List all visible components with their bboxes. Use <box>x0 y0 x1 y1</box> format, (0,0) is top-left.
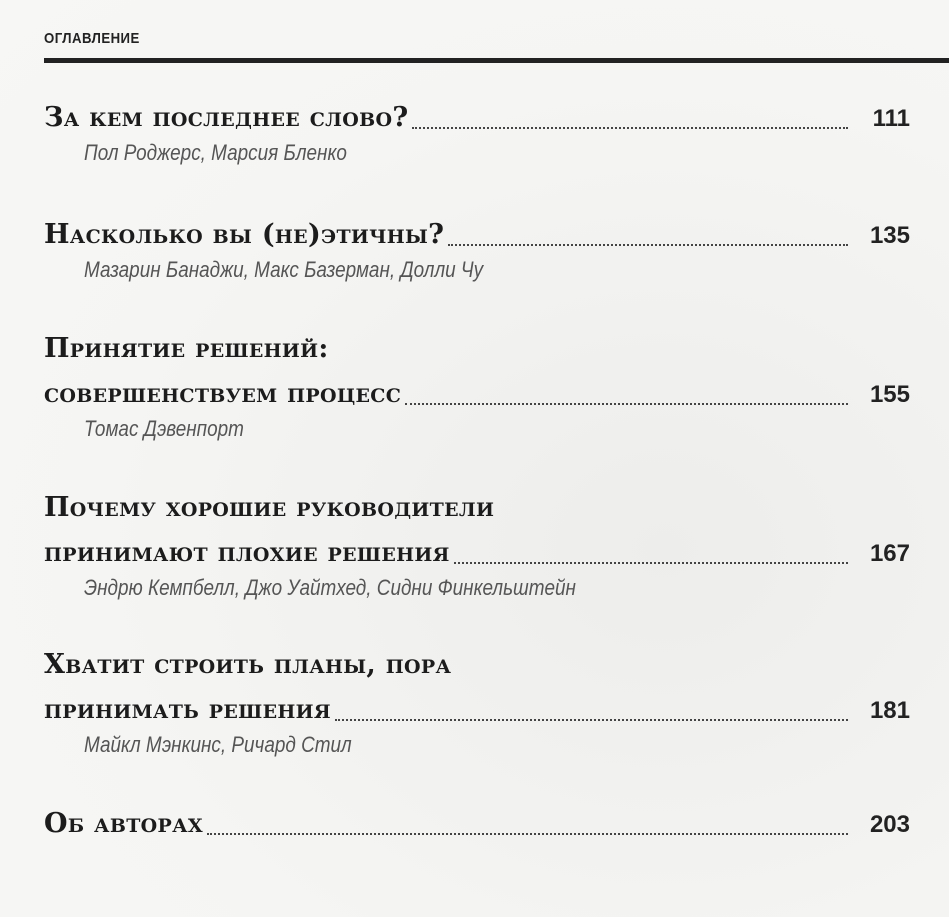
toc-title-row <box>44 333 910 369</box>
toc-title-row <box>44 102 910 138</box>
toc-entry-title: За кем последнее слово? <box>44 102 409 133</box>
toc-entry-author: Мазарин Банаджи, Макс Базерман, Долли Чу <box>84 257 484 282</box>
toc-title-row <box>44 694 910 730</box>
toc-title-row <box>44 537 910 573</box>
toc-entry-title: Хватит строить планы, пора <box>44 649 452 680</box>
toc-title-row <box>44 219 910 255</box>
toc-entry-title-continued: принимают плохие решения <box>44 537 450 568</box>
dot-leader <box>448 244 848 246</box>
page-number: 111 <box>872 105 910 132</box>
toc-title-row <box>44 649 910 685</box>
page-number: 203 <box>869 811 910 838</box>
toc-entry-title-continued: принимать решения <box>44 694 331 725</box>
toc-entry-title-continued: совершенствуем процесс <box>44 378 402 409</box>
dot-leader <box>454 562 848 564</box>
toc-entry[interactable] <box>44 808 910 844</box>
toc-entry-title: Почему хорошие руководители <box>44 492 495 523</box>
toc-title-row <box>44 492 910 528</box>
page-number: 181 <box>869 697 910 724</box>
page-number: 135 <box>869 222 910 249</box>
page-number: 155 <box>869 381 910 408</box>
page-number: 167 <box>869 540 910 567</box>
toc-entry-author: Майкл Мэнкинс, Ричард Стил <box>84 732 352 757</box>
dot-leader <box>412 127 848 129</box>
toc-entry[interactable] <box>44 492 910 601</box>
toc-entry[interactable] <box>44 333 910 442</box>
toc-entry-author: Томас Дэвенпорт <box>84 416 244 441</box>
toc-entry-title: Принятие решений: <box>44 333 329 364</box>
toc-entry[interactable] <box>44 649 910 758</box>
dot-leader <box>207 833 848 835</box>
dot-leader <box>335 719 848 721</box>
toc-entry[interactable] <box>44 219 910 283</box>
toc-title-row <box>44 808 910 844</box>
toc-entry-title: Об авторах <box>44 808 203 839</box>
section-header: ОГЛАВЛЕНИЕ <box>44 30 140 47</box>
toc-entry-title: Насколько вы (не)этичны? <box>44 219 445 250</box>
dot-leader <box>405 403 848 405</box>
toc-entry-author: Эндрю Кемпбелл, Джо Уайтхед, Сидни Финкельштейн <box>84 575 576 600</box>
toc-title-row <box>44 378 910 414</box>
toc-entry-author: Пол Роджерс, Марсия Бленко <box>84 140 347 165</box>
toc-entry[interactable] <box>44 102 910 166</box>
header-divider <box>44 58 949 63</box>
